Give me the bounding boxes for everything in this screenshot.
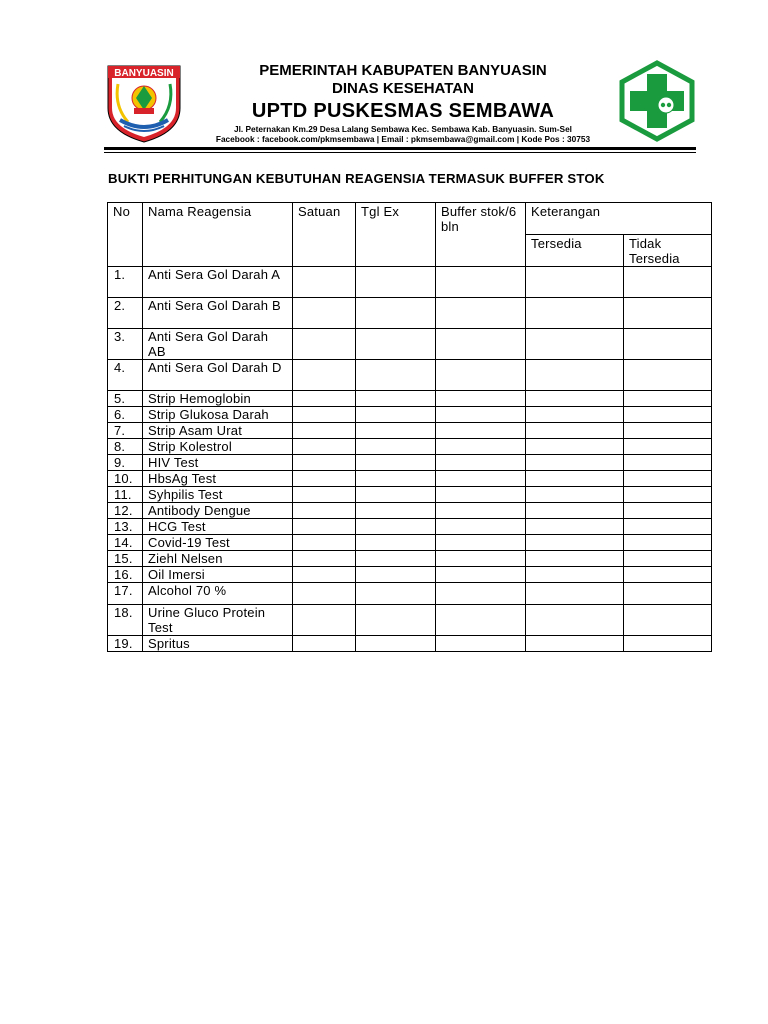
row-unit	[293, 551, 356, 567]
contact-line: Facebook : facebook.com/pkmsembawa | Email : pkmsembawa@gmail.com | Kode Pos : 30753	[215, 134, 591, 144]
row-available	[526, 423, 624, 439]
row-no: 8.	[108, 439, 143, 455]
row-unit	[293, 636, 356, 652]
row-unavailable	[624, 391, 712, 407]
table-row	[108, 267, 712, 298]
row-unavailable	[624, 605, 712, 636]
row-buffer	[436, 407, 526, 423]
row-reagent-name: Strip Hemoglobin	[143, 391, 293, 407]
table-row	[108, 535, 712, 551]
row-available	[526, 487, 624, 503]
header-available: Tersedia	[526, 235, 624, 267]
row-unavailable	[624, 439, 712, 455]
table-row	[108, 407, 712, 423]
row-buffer	[436, 298, 526, 329]
letterhead-text	[186, 58, 620, 144]
table-row	[108, 583, 712, 605]
row-expiry	[356, 360, 436, 391]
table-row	[108, 360, 712, 391]
row-reagent-name: Alcohol 70 %	[143, 583, 293, 605]
row-available	[526, 298, 624, 329]
row-available	[526, 636, 624, 652]
department-name: DINAS KESEHATAN	[332, 80, 474, 97]
row-available	[526, 439, 624, 455]
row-expiry	[356, 567, 436, 583]
row-no: 12.	[108, 503, 143, 519]
row-expiry	[356, 471, 436, 487]
row-unit	[293, 605, 356, 636]
row-no: 18.	[108, 605, 143, 636]
row-reagent-name: HCG Test	[143, 519, 293, 535]
header-name: Nama Reagensia	[143, 203, 293, 267]
row-reagent-name: Strip Asam Urat	[143, 423, 293, 439]
row-reagent-name: HbsAg Test	[143, 471, 293, 487]
table-row	[108, 551, 712, 567]
row-reagent-name: Spritus	[143, 636, 293, 652]
row-expiry	[356, 407, 436, 423]
row-available	[526, 407, 624, 423]
row-unit	[293, 267, 356, 298]
row-no: 6.	[108, 407, 143, 423]
row-unavailable	[624, 519, 712, 535]
row-reagent-name: Strip Kolestrol	[143, 439, 293, 455]
row-unit	[293, 471, 356, 487]
row-no: 3.	[108, 329, 143, 360]
row-unit	[293, 455, 356, 471]
row-no: 17.	[108, 583, 143, 605]
row-buffer	[436, 636, 526, 652]
row-unavailable	[624, 583, 712, 605]
table-row	[108, 605, 712, 636]
row-unavailable	[624, 360, 712, 391]
row-no: 11.	[108, 487, 143, 503]
row-available	[526, 329, 624, 360]
institution-name: UPTD PUSKESMAS SEMBAWA	[251, 100, 555, 122]
banyuasin-regency-logo	[104, 62, 184, 144]
table-row	[108, 471, 712, 487]
row-reagent-name: Anti Sera Gol Darah B	[143, 298, 293, 329]
table-row	[108, 439, 712, 455]
row-expiry	[356, 503, 436, 519]
row-expiry	[356, 583, 436, 605]
row-expiry	[356, 439, 436, 455]
row-buffer	[436, 471, 526, 487]
row-unavailable	[624, 551, 712, 567]
row-unit	[293, 519, 356, 535]
row-unit	[293, 360, 356, 391]
row-buffer	[436, 567, 526, 583]
row-no: 14.	[108, 535, 143, 551]
row-available	[526, 455, 624, 471]
row-no: 19.	[108, 636, 143, 652]
letterhead-rule-thin	[104, 152, 696, 153]
row-unavailable	[624, 567, 712, 583]
table-row	[108, 567, 712, 583]
row-unit	[293, 487, 356, 503]
row-unavailable	[624, 636, 712, 652]
row-reagent-name: HIV Test	[143, 455, 293, 471]
row-expiry	[356, 298, 436, 329]
row-buffer	[436, 487, 526, 503]
header-unit: Satuan	[293, 203, 356, 267]
row-available	[526, 605, 624, 636]
table-row	[108, 487, 712, 503]
reagent-table	[107, 202, 712, 652]
row-buffer	[436, 455, 526, 471]
row-available	[526, 551, 624, 567]
row-expiry	[356, 267, 436, 298]
row-reagent-name: Antibody Dengue	[143, 503, 293, 519]
letterhead-rule-thick	[104, 147, 696, 150]
row-unavailable	[624, 487, 712, 503]
row-expiry	[356, 551, 436, 567]
row-buffer	[436, 329, 526, 360]
row-buffer	[436, 360, 526, 391]
row-expiry	[356, 487, 436, 503]
row-expiry	[356, 391, 436, 407]
puskesmas-logo	[616, 60, 698, 142]
row-unavailable	[624, 407, 712, 423]
row-buffer	[436, 439, 526, 455]
banyuasin-logo-text: BANYUASIN	[114, 68, 174, 79]
row-available	[526, 567, 624, 583]
table-row	[108, 329, 712, 360]
table-body	[108, 267, 712, 652]
row-unavailable	[624, 503, 712, 519]
row-expiry	[356, 519, 436, 535]
row-no: 9.	[108, 455, 143, 471]
row-no: 16.	[108, 567, 143, 583]
table-row	[108, 455, 712, 471]
row-unit	[293, 583, 356, 605]
row-expiry	[356, 329, 436, 360]
row-unit	[293, 567, 356, 583]
row-expiry	[356, 605, 436, 636]
row-buffer	[436, 503, 526, 519]
table-row	[108, 519, 712, 535]
table-row	[108, 298, 712, 329]
row-available	[526, 535, 624, 551]
row-no: 13.	[108, 519, 143, 535]
government-name: PEMERINTAH KABUPATEN BANYUASIN	[259, 62, 547, 79]
row-available	[526, 519, 624, 535]
row-reagent-name: Anti Sera Gol Darah A	[143, 267, 293, 298]
row-buffer	[436, 551, 526, 567]
row-buffer	[436, 267, 526, 298]
table-row	[108, 423, 712, 439]
table-row	[108, 636, 712, 652]
header-buffer: Buffer stok/6 bln	[436, 203, 526, 267]
row-no: 10.	[108, 471, 143, 487]
letterhead	[104, 58, 708, 154]
row-reagent-name: Strip Glukosa Darah	[143, 407, 293, 423]
row-buffer	[436, 423, 526, 439]
row-unit	[293, 439, 356, 455]
row-buffer	[436, 605, 526, 636]
row-available	[526, 267, 624, 298]
row-unavailable	[624, 471, 712, 487]
table-row	[108, 503, 712, 519]
row-no: 5.	[108, 391, 143, 407]
row-expiry	[356, 636, 436, 652]
row-reagent-name: Covid-19 Test	[143, 535, 293, 551]
row-unit	[293, 423, 356, 439]
row-reagent-name: Anti Sera Gol Darah AB	[143, 329, 293, 360]
row-buffer	[436, 535, 526, 551]
row-unavailable	[624, 455, 712, 471]
header-unavailable: Tidak Tersedia	[624, 235, 712, 267]
row-unavailable	[624, 298, 712, 329]
row-expiry	[356, 423, 436, 439]
row-no: 4.	[108, 360, 143, 391]
row-buffer	[436, 391, 526, 407]
row-available	[526, 391, 624, 407]
row-unavailable	[624, 535, 712, 551]
row-unavailable	[624, 329, 712, 360]
row-no: 1.	[108, 267, 143, 298]
row-reagent-name: Urine Gluco Protein Test	[143, 605, 293, 636]
header-expiry: Tgl Ex	[356, 203, 436, 267]
address-line: Jl. Peternakan Km.29 Desa Lalang Sembawa Kec. Sembawa Kab. Banyuasin. Sum-Sel	[233, 124, 572, 134]
header-no: No	[108, 203, 143, 267]
row-unit	[293, 407, 356, 423]
row-unit	[293, 329, 356, 360]
row-reagent-name: Anti Sera Gol Darah D	[143, 360, 293, 391]
row-available	[526, 503, 624, 519]
row-unit	[293, 535, 356, 551]
document-title: BUKTI PERHITUNGAN KEBUTUHAN REAGENSIA TERMASUK BUFFER STOK	[108, 171, 605, 186]
row-available	[526, 360, 624, 391]
table-row	[108, 391, 712, 407]
row-available	[526, 583, 624, 605]
row-expiry	[356, 535, 436, 551]
row-reagent-name: Ziehl Nelsen	[143, 551, 293, 567]
row-no: 2.	[108, 298, 143, 329]
row-no: 15.	[108, 551, 143, 567]
row-unavailable	[624, 267, 712, 298]
row-buffer	[436, 519, 526, 535]
header-notes: Keterangan	[526, 203, 712, 235]
row-unit	[293, 298, 356, 329]
row-reagent-name: Syhpilis Test	[143, 487, 293, 503]
row-unavailable	[624, 423, 712, 439]
row-available	[526, 471, 624, 487]
row-unit	[293, 503, 356, 519]
row-buffer	[436, 583, 526, 605]
row-reagent-name: Oil Imersi	[143, 567, 293, 583]
row-no: 7.	[108, 423, 143, 439]
row-unit	[293, 391, 356, 407]
row-expiry	[356, 455, 436, 471]
